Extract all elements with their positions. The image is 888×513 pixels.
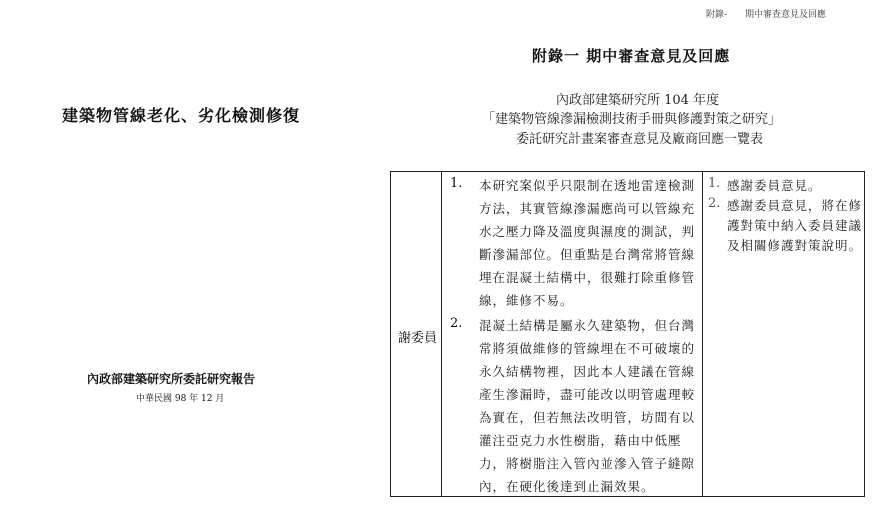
response-line: 及相關修護對策說明。 bbox=[727, 238, 863, 253]
comment-line: 產生滲漏時，盡可能改以明管處理較 bbox=[479, 387, 696, 402]
comment-line: 永久結構物裡，因此本人建議在管線 bbox=[479, 364, 696, 379]
appendix-subtitle-line: 內政部建築研究所 104 年度 bbox=[556, 93, 720, 108]
cover-title: 建築物管線老化、劣化檢測修復 bbox=[62, 106, 301, 125]
table-divider bbox=[702, 172, 703, 496]
comment-line: 埋在混凝土結構中，很難打除重修管 bbox=[479, 270, 696, 285]
comment-line: 力，將樹脂注入管內並滲入管子縫隙 bbox=[479, 456, 696, 471]
header-note-label: 附錄- bbox=[706, 10, 728, 20]
appendix-subtitle-line: 委託研究計畫案審查意見及廠商回應一覽表 bbox=[516, 132, 764, 147]
response-number: 2. bbox=[708, 196, 721, 211]
cover-organization: 內政部建築研究所委託研究報告 bbox=[87, 372, 256, 386]
response-number: 1. bbox=[708, 176, 721, 191]
comment-line: 內，在硬化後達到止漏效果。 bbox=[479, 479, 655, 494]
comment-line: 常將須做維修的管線埋在不可破壞的 bbox=[479, 341, 696, 356]
header-note bbox=[706, 7, 826, 20]
header-note-title: 期中審查意見及回應 bbox=[745, 10, 827, 20]
response-line: 護對策中納入委員建議 bbox=[727, 218, 863, 233]
comment-line: 為實在，但若無法改明管，坊間有以 bbox=[479, 410, 696, 425]
comment-line: 本研究案似乎只限制在透地雷達檢測 bbox=[479, 178, 696, 193]
reviewer-name: 謝委員 bbox=[398, 331, 438, 346]
cover-date: 中華民國 98 年 12 月 bbox=[136, 394, 225, 404]
comment-line: 灌注亞克力水性樹脂，藉由中低壓 bbox=[479, 433, 682, 448]
comment-line: 線，維修不易。 bbox=[479, 293, 574, 308]
comment-line: 混凝土結構是屬永久建築物，但台灣 bbox=[479, 318, 696, 333]
comment-number: 1. bbox=[450, 176, 463, 191]
comment-number: 2. bbox=[450, 316, 463, 331]
comment-line: 方法，其實管線滲漏應尚可以管線充 bbox=[479, 201, 696, 216]
comment-line: 水之壓力降及溫度與濕度的測試，判 bbox=[479, 224, 696, 239]
comment-line: 斷滲漏部位。但重點是台灣常將管線 bbox=[479, 247, 696, 262]
appendix-title: 附錄一 期中審查意見及回應 bbox=[532, 47, 731, 65]
table-divider bbox=[441, 172, 442, 496]
appendix-subtitle-line: 「建築物管線滲漏檢測技術手冊與修護對策之研究」 bbox=[482, 112, 782, 127]
response-line: 感謝委員意見，將在修 bbox=[727, 198, 863, 213]
response-line: 感謝委員意見。 bbox=[727, 178, 822, 193]
